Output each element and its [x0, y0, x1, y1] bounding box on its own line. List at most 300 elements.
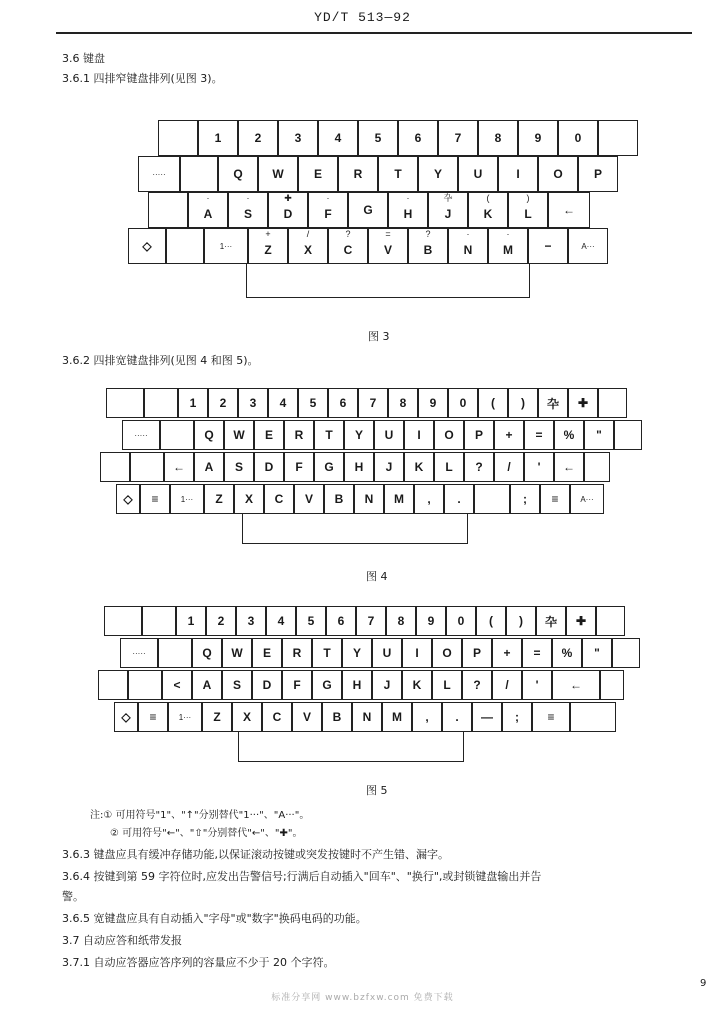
- fig4-r2-key-char-sym13: [524, 420, 554, 450]
- key-shift-symbol: (: [486, 193, 490, 203]
- fig4-r3-key-char-sym13: [494, 452, 524, 482]
- key-label: 0: [574, 131, 582, 145]
- fig3-r3-key-char-s: [228, 192, 268, 228]
- fig5-r4-key-triple-bar: [532, 702, 570, 732]
- key-label: <: [173, 678, 181, 692]
- fig4-r4-key-diamond: [116, 484, 140, 514]
- key-label: (: [491, 396, 495, 410]
- fig4-r1-key-cross-symbol: [568, 388, 598, 418]
- fig5-r2-key-char-u: [372, 638, 402, 668]
- key-label: B: [334, 492, 344, 506]
- key-label: M: [392, 710, 402, 724]
- fig3-r1-key-char-7: [438, 120, 478, 156]
- key-label: Y: [352, 646, 361, 660]
- section-3-6-1-text: 3.6.1 四排窄键盘排列(见图 3)。: [62, 72, 223, 85]
- key-label: H: [403, 207, 413, 221]
- fig5-r4-key-char-sym12: [472, 702, 502, 732]
- fig3-r2-key-char-w: [258, 156, 298, 192]
- fig4-r2-key-dots: [122, 420, 160, 450]
- fig4-r4-key-char-x: [234, 484, 264, 514]
- fig5-r2-key-char-p: [462, 638, 492, 668]
- fig5-r3-key-blank-16: [600, 670, 624, 700]
- key-label: G: [324, 460, 334, 474]
- fig4-r3-key-backspace: [164, 452, 194, 482]
- key-label: R: [353, 167, 363, 181]
- key-label: F: [324, 207, 332, 221]
- fig5-r3-key-blank-0: [98, 670, 128, 700]
- fig5-r4-key-char-b: [322, 702, 352, 732]
- fig4-r1-key-char-5: [298, 388, 328, 418]
- fig3-r2-key-blank-1: [180, 156, 218, 192]
- fig4-r1-key-char-8: [388, 388, 418, 418]
- fig3-r1-key-char-5: [358, 120, 398, 156]
- key-label: W: [272, 167, 284, 181]
- key-label: I: [516, 167, 520, 181]
- key-label: Q: [233, 167, 243, 181]
- paragraph-3-6-3: 3.6.3 键盘应具有缓冲存储功能,以保证滚动按键或突发按键时不产生错、漏字。: [62, 848, 449, 861]
- fig5-r1-key-char-8: [386, 606, 416, 636]
- section-3-6-title: 3.6 键盘: [62, 52, 105, 65]
- fig5-r2-key-char-r: [282, 638, 312, 668]
- section-3-7-title: 3.7 自动应答和纸带发报: [62, 934, 182, 947]
- fig5-r4-key-char-sym11: [442, 702, 472, 732]
- key-label: G: [363, 203, 373, 217]
- fig4-r4-key-figure-shift: [170, 484, 204, 514]
- fig4-r4-key-char-sym13: [510, 484, 540, 514]
- key-label: D: [283, 207, 293, 221]
- key-shift-symbol: ·: [246, 193, 250, 203]
- fig5-r2-key-char-sym12: [492, 638, 522, 668]
- fig3-r2-key-char-u: [458, 156, 498, 192]
- key-label: ·····: [132, 648, 146, 658]
- key-label: +: [503, 646, 511, 660]
- key-label: 9: [429, 396, 437, 410]
- fig3-r3-key-char-l: [508, 192, 548, 228]
- fig5-r4-key-char-v: [292, 702, 322, 732]
- key-label: ): [519, 614, 523, 628]
- page-number: 9: [700, 978, 707, 989]
- key-label: ": [594, 646, 600, 660]
- note-2: ② 可用符号"←"、"⇧"分别替代"←"、"✚"。: [110, 828, 303, 839]
- fig5-r3-key-char-d: [252, 670, 282, 700]
- key-label: I: [415, 646, 419, 660]
- key-label: L: [445, 460, 453, 474]
- fig4-r2-key-char-p: [464, 420, 494, 450]
- figure-3-caption: 图 3: [368, 330, 390, 343]
- key-label: Z: [213, 710, 221, 724]
- key-label: L: [443, 678, 451, 692]
- fig4-r2-key-blank-16: [614, 420, 642, 450]
- fig5-r4-key-char-n: [352, 702, 382, 732]
- key-label: A: [203, 207, 213, 221]
- key-label: ?: [475, 460, 483, 474]
- key-label: S: [243, 207, 252, 221]
- key-label: V: [304, 492, 313, 506]
- key-label: =: [533, 646, 541, 660]
- fig3-r3-key-char-h: [388, 192, 428, 228]
- key-label: /: [505, 678, 509, 692]
- fig3-r3-key-char-a: [188, 192, 228, 228]
- fig5-r4-key-char-sym13: [502, 702, 532, 732]
- fig3-r1-key-char-9: [518, 120, 558, 156]
- fig3-r2-key-char-t: [378, 156, 418, 192]
- key-shift-symbol: ?: [425, 229, 431, 239]
- key-label: 卆: [544, 614, 557, 629]
- fig5-r2-key-blank-1: [158, 638, 192, 668]
- fig4-r4-key-char-c: [264, 484, 294, 514]
- fig5-r1-key-char-4: [266, 606, 296, 636]
- fig5-r1-key-char-sym13: [506, 606, 536, 636]
- key-label: ·····: [152, 169, 166, 179]
- fig5-r2-key-char-t: [312, 638, 342, 668]
- key-label: A···: [581, 241, 595, 251]
- watermark-footer: 标准分享网 www.bzfxw.com 免费下载: [271, 993, 454, 1003]
- key-label: N: [362, 710, 372, 724]
- key-label: 6: [414, 131, 422, 145]
- key-label: B: [423, 243, 433, 257]
- key-label: −: [544, 239, 552, 253]
- fig5-r2-key-blank-16: [612, 638, 640, 668]
- fig5-r3-key-char-s: [222, 670, 252, 700]
- key-label: ✚: [575, 614, 587, 628]
- fig4-r4-key-letter-shift: [570, 484, 604, 514]
- key-label: A···: [580, 494, 594, 504]
- key-shift-symbol: ·: [206, 193, 210, 203]
- key-label: 1···: [180, 494, 194, 504]
- fig5-r4-key-triple-bar: [138, 702, 168, 732]
- key-label: J: [383, 678, 391, 692]
- key-label: .: [457, 492, 461, 506]
- fig3-r1-key-char-1: [198, 120, 238, 156]
- key-shift-symbol: =: [385, 229, 391, 239]
- key-label: R: [294, 428, 304, 442]
- fig5-r2-key-char-e: [252, 638, 282, 668]
- fig4-r1-key-char-9: [418, 388, 448, 418]
- key-label: ': [535, 678, 539, 692]
- fig3-r2-key-char-p: [578, 156, 618, 192]
- key-label: 3: [247, 614, 255, 628]
- key-label: O: [553, 167, 563, 181]
- fig5-space-bar: [238, 732, 464, 762]
- key-label: 3: [294, 131, 302, 145]
- key-label: D: [264, 460, 274, 474]
- fig5-r2-key-char-i: [402, 638, 432, 668]
- fig4-r3-key-char-sym14: [524, 452, 554, 482]
- fig5-r1-key-blank-0: [104, 606, 142, 636]
- key-label: G: [322, 678, 332, 692]
- fig4-r2-key-char-t: [314, 420, 344, 450]
- key-label: %: [561, 646, 573, 660]
- fig4-r3-key-char-sym12: [464, 452, 494, 482]
- fig4-r1-key-char-sym12: [478, 388, 508, 418]
- fig3-r4-key-letter-shift: [568, 228, 608, 264]
- key-label: J: [444, 207, 452, 221]
- fig4-r2-key-char-e: [254, 420, 284, 450]
- fig3-r3-key-char-d: [268, 192, 308, 228]
- fig3-r1-key-char-2: [238, 120, 278, 156]
- fig3-r2-key-char-r: [338, 156, 378, 192]
- key-shift-symbol: ·: [466, 229, 470, 239]
- key-label: L: [524, 207, 532, 221]
- fig5-r1-key-char-6: [326, 606, 356, 636]
- key-label: I: [417, 428, 421, 442]
- key-label: ): [521, 396, 525, 410]
- fig4-r3-key-char-l: [434, 452, 464, 482]
- fig5-r3-key-backspace: [552, 670, 600, 700]
- paragraph-3-6-5: 3.6.5 宽键盘应具有自动插入"字母"或"数字"换码电码的功能。: [62, 912, 367, 925]
- fig5-r4-key-diamond: [114, 702, 138, 732]
- key-label: ·····: [134, 430, 148, 440]
- key-label: +: [505, 428, 513, 442]
- key-label: ≡: [547, 710, 555, 724]
- key-label: V: [302, 710, 311, 724]
- key-label: 7: [369, 396, 377, 410]
- key-label: 1···: [219, 241, 233, 251]
- key-label: ←: [563, 460, 575, 474]
- fig4-r1-key-char-1: [178, 388, 208, 418]
- key-label: P: [593, 167, 602, 181]
- fig4-r2-key-char-sym12: [494, 420, 524, 450]
- fig4-r3-key-char-h: [344, 452, 374, 482]
- fig5-r2-key-dots: [120, 638, 158, 668]
- key-label: 9: [534, 131, 542, 145]
- fig4-r1-key-blank-16: [598, 388, 627, 418]
- key-label: T: [394, 167, 402, 181]
- key-label: A: [204, 460, 214, 474]
- key-label: W: [231, 646, 243, 660]
- fig3-r4-key-char-n: [448, 228, 488, 264]
- fig5-r4-key-char-sym10: [412, 702, 442, 732]
- key-label: .: [455, 710, 459, 724]
- fig5-r1-key-char-2: [206, 606, 236, 636]
- key-label: J: [385, 460, 393, 474]
- key-label: X: [244, 492, 253, 506]
- header-rule: [56, 32, 692, 34]
- key-label: ✚: [577, 396, 589, 410]
- key-label: 2: [217, 614, 225, 628]
- fig5-r1-key-who-are-you-symbol: [536, 606, 566, 636]
- fig4-r2-key-char-u: [374, 420, 404, 450]
- key-label: 0: [457, 614, 465, 628]
- fig4-r2-key-char-sym15: [584, 420, 614, 450]
- fig4-r1-key-who-are-you-symbol: [538, 388, 568, 418]
- key-shift-symbol: ✚: [284, 193, 292, 203]
- fig4-r4-key-char-sym11: [444, 484, 474, 514]
- fig5-r1-key-blank-16: [596, 606, 625, 636]
- fig5-r4-key-blank-15: [570, 702, 616, 732]
- fig3-r4-key-char-v: [368, 228, 408, 264]
- key-label: F: [293, 678, 301, 692]
- key-label: ?: [473, 678, 481, 692]
- fig4-r1-key-char-3: [238, 388, 268, 418]
- key-label: (: [489, 614, 493, 628]
- key-label: 0: [459, 396, 467, 410]
- fig4-r3-key-char-j: [374, 452, 404, 482]
- key-label: 1: [187, 614, 195, 628]
- key-label: N: [364, 492, 374, 506]
- fig3-r1-key-blank-0: [158, 120, 198, 156]
- key-label: 1: [214, 131, 222, 145]
- fig3-r3-key-char-g: [348, 192, 388, 228]
- key-shift-symbol: 卆: [443, 193, 453, 203]
- key-label: —: [481, 710, 493, 724]
- fig4-r1-key-char-2: [208, 388, 238, 418]
- fig4-r4-key-char-n: [354, 484, 384, 514]
- fig5-r3-key-char-h: [342, 670, 372, 700]
- fig4-r4-key-triple-bar: [540, 484, 570, 514]
- key-label: T: [323, 646, 331, 660]
- key-label: ←: [570, 678, 582, 692]
- paragraph-3-6-4-continued: 警。: [62, 890, 84, 903]
- fig3-r1-key-char-8: [478, 120, 518, 156]
- key-label: F: [295, 460, 303, 474]
- fig4-r1-key-blank-1: [144, 388, 178, 418]
- fig3-r4-key-char-m: [488, 228, 528, 264]
- fig5-r2-key-char-q: [192, 638, 222, 668]
- fig3-r4-key-char-x: [288, 228, 328, 264]
- fig3-r1-key-blank-11: [598, 120, 638, 156]
- fig4-r1-key-char-7: [358, 388, 388, 418]
- key-label: H: [352, 678, 362, 692]
- key-label: 6: [337, 614, 345, 628]
- key-label: E: [262, 646, 271, 660]
- key-label: 4: [334, 131, 342, 145]
- fig4-r4-key-char-sym10: [414, 484, 444, 514]
- fig5-r2-key-char-sym14: [552, 638, 582, 668]
- fig3-space-bar: [246, 264, 530, 298]
- key-label: Z: [264, 243, 272, 257]
- fig4-r1-key-char-6: [328, 388, 358, 418]
- fig5-r4-key-char-m: [382, 702, 412, 732]
- fig5-r3-key-char-k: [402, 670, 432, 700]
- fig4-r1-key-char-0: [448, 388, 478, 418]
- paragraph-3-6-4: 3.6.4 按键到第 59 字符位时,应发出告警信号;行满后自动插入"回车"、"换行",或封锁键盘输出并告: [62, 870, 542, 883]
- fig5-r3-key-char-l: [432, 670, 462, 700]
- key-label: Y: [433, 167, 442, 181]
- fig5-r2-key-char-sym13: [522, 638, 552, 668]
- fig3-r1-key-char-3: [278, 120, 318, 156]
- key-label: 卆: [546, 396, 559, 411]
- fig5-r1-key-cross-symbol: [566, 606, 596, 636]
- fig4-r3-key-blank-16: [584, 452, 610, 482]
- fig5-r1-key-blank-1: [142, 606, 176, 636]
- fig3-r3-key-blank-0: [148, 192, 188, 228]
- key-label: R: [292, 646, 302, 660]
- fig3-r4-key-char-z: [248, 228, 288, 264]
- key-label: U: [384, 428, 394, 442]
- fig4-r2-key-blank-1: [160, 420, 194, 450]
- key-label: O: [442, 646, 452, 660]
- fig3-r2-key-char-i: [498, 156, 538, 192]
- fig4-r2-key-char-y: [344, 420, 374, 450]
- fig4-r3-key-blank-0: [100, 452, 130, 482]
- fig4-r3-key-blank-1: [130, 452, 164, 482]
- key-label: ◇: [121, 710, 131, 724]
- key-shift-symbol: /: [306, 229, 310, 239]
- key-label: 5: [309, 396, 317, 410]
- fig4-r1-key-char-4: [268, 388, 298, 418]
- fig5-r1-key-char-7: [356, 606, 386, 636]
- key-label: C: [272, 710, 282, 724]
- fig4-r2-key-char-i: [404, 420, 434, 450]
- section-3-6-2-text: 3.6.2 四排宽键盘排列(见图 4 和图 5)。: [62, 354, 259, 367]
- note-1: 注:① 可用符号"1"、"↑"分别替代"1···"、"A···"。: [90, 810, 310, 821]
- fig3-r2-key-char-e: [298, 156, 338, 192]
- fig5-r1-key-char-sym12: [476, 606, 506, 636]
- key-label: ◇: [123, 492, 133, 506]
- fig5-r3-key-char-j: [372, 670, 402, 700]
- key-label: 2: [254, 131, 262, 145]
- key-label: 1: [189, 396, 197, 410]
- key-label: 7: [454, 131, 462, 145]
- key-label: B: [332, 710, 342, 724]
- fig3-r4-key-diamond: [128, 228, 166, 264]
- paragraph-3-7-1: 3.7.1 自动应答器应答序列的容量应不少于 20 个字符。: [62, 956, 335, 969]
- key-label: P: [472, 646, 481, 660]
- fig3-r2-key-char-o: [538, 156, 578, 192]
- fig5-r4-key-figure-shift: [168, 702, 202, 732]
- key-label: ": [596, 428, 602, 442]
- fig5-r2-key-char-w: [222, 638, 252, 668]
- fig5-r2-key-char-y: [342, 638, 372, 668]
- fig4-r4-key-blank-12: [474, 484, 510, 514]
- fig4-space-bar: [242, 514, 468, 544]
- fig4-r3-key-char-k: [404, 452, 434, 482]
- fig4-r1-key-blank-0: [106, 388, 144, 418]
- fig3-r3-key-char-f: [308, 192, 348, 228]
- fig5-r1-key-char-5: [296, 606, 326, 636]
- key-label: A: [202, 678, 212, 692]
- key-label: 6: [339, 396, 347, 410]
- fig5-r4-key-char-c: [262, 702, 292, 732]
- key-label: O: [444, 428, 454, 442]
- fig4-r4-key-char-m: [384, 484, 414, 514]
- key-label: 8: [399, 396, 407, 410]
- key-label: D: [262, 678, 272, 692]
- fig3-r3-key-char-k: [468, 192, 508, 228]
- key-label: N: [463, 243, 473, 257]
- fig3-r4-key-char-c: [328, 228, 368, 264]
- fig3-r2-key-char-y: [418, 156, 458, 192]
- key-label: 3: [249, 396, 257, 410]
- fig5-r3-key-char-g: [312, 670, 342, 700]
- fig3-r4-key-blank-1: [166, 228, 204, 264]
- key-label: %: [563, 428, 575, 442]
- fig3-r3-key-backspace: [548, 192, 590, 228]
- key-label: Q: [202, 646, 212, 660]
- fig4-r3-key-char-d: [254, 452, 284, 482]
- key-label: C: [343, 243, 353, 257]
- key-label: ,: [427, 492, 431, 506]
- key-label: C: [274, 492, 284, 506]
- key-label: V: [383, 243, 392, 257]
- fig4-r4-key-triple-bar: [140, 484, 170, 514]
- fig4-r2-key-char-o: [434, 420, 464, 450]
- fig4-r2-key-char-w: [224, 420, 254, 450]
- key-label: W: [233, 428, 245, 442]
- key-label: ;: [523, 492, 527, 506]
- key-shift-symbol: +: [265, 229, 271, 239]
- fig4-r4-key-char-z: [204, 484, 234, 514]
- fig4-r2-key-char-sym14: [554, 420, 584, 450]
- key-label: =: [535, 428, 543, 442]
- fig3-r4-key-figure-shift: [204, 228, 248, 264]
- key-label: /: [507, 460, 511, 474]
- key-label: ←: [563, 203, 575, 217]
- key-shift-symbol: ·: [506, 229, 510, 239]
- key-label: 9: [427, 614, 435, 628]
- fig5-r1-key-char-3: [236, 606, 266, 636]
